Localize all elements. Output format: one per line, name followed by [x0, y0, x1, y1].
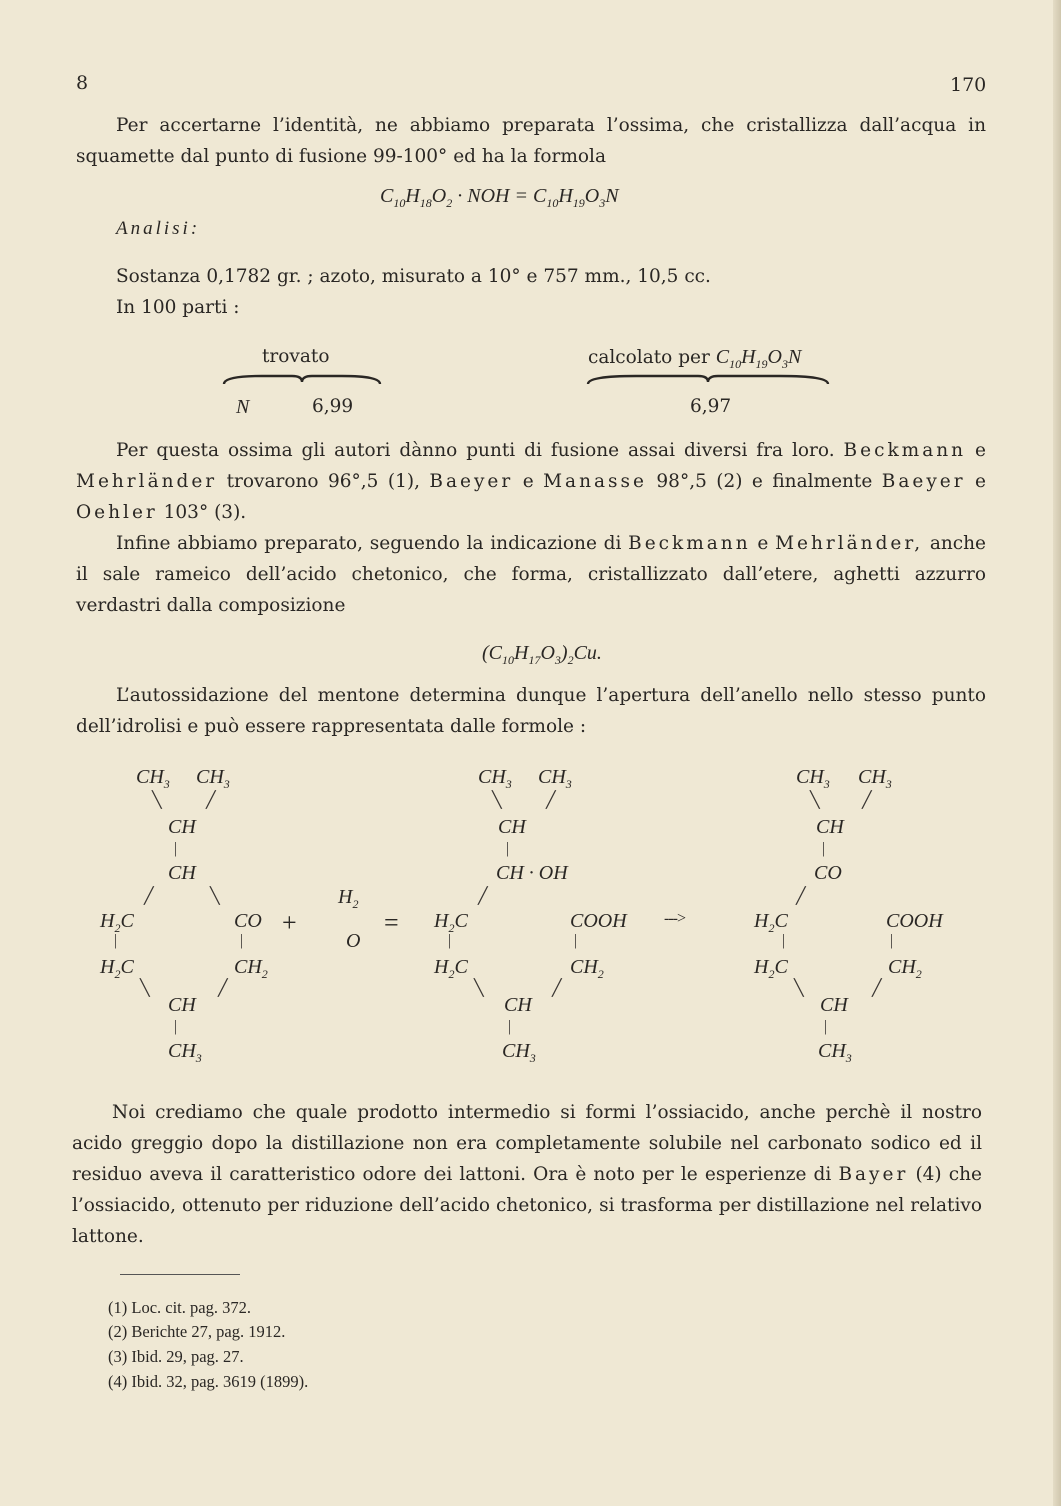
paragraph-copper-salt: Infine abbiamo preparato, seguendo la indicazione di Beckmann e Mehrländer, anche il sale rameico dell’acido chetonico, che forma, cristallizzato dall’etere, aghetti azzurro verdastri dalla composizione	[76, 533, 986, 616]
s2-bond: ╱	[552, 980, 562, 997]
s2-bond: ╱	[478, 888, 488, 905]
s1-ch2: $CH_2$	[234, 956, 268, 981]
paragraph-hydroxy-acid: Noi crediamo che quale prodotto intermedio si formi l’ossiacido, anche perchè il nostro acido greggio dopo la distillazione non era completamente solubile nel carbonato sodico ed il residuo aveva il caratteristico odore dei lattoni. Ora è noto per le esperienze di Bayer (4) che l’ossiacido, ottenuto per riduzione dell’acido chetonico, si trasforma per distillazione nel relativo lattone.	[72, 1102, 982, 1247]
s2-h2c-upper: $H_2C$	[434, 910, 468, 935]
s3-ch3-left: $CH_3$	[796, 766, 830, 791]
s3-bond: ╱	[796, 888, 806, 905]
page-number-left: 8	[76, 72, 89, 94]
header-found: trovato	[262, 346, 330, 367]
s2-bond: |	[448, 932, 452, 949]
paragraph-melting-points: Per questa ossima gli autori dànno punti di fusione assai diversi fra loro. Beckmann e Mehrländer trovarono 96°,5 (1), Baeyer e Manasse 98°,5 (2) e finalmente Baeyer e Oehler 103° (3).	[76, 440, 986, 523]
formula-calc: $C_{10}H_{19}O_3N$	[715, 346, 802, 371]
s3-h2c-lower: $H_2C$	[754, 956, 788, 981]
s1-bond: ╲	[140, 980, 150, 997]
footnote-2: (2) Berichte 27, pag. 1912.	[108, 1322, 286, 1341]
s3-bond: |	[824, 1018, 828, 1035]
s1-ch-methyl: CH	[168, 994, 196, 1016]
footnote-1: (1) Loc. cit. pag. 372.	[108, 1298, 251, 1317]
s2-choh: CH · OH	[496, 862, 568, 884]
s3-bond: ╲	[810, 792, 820, 809]
analysis-label: Analisi:	[116, 218, 201, 239]
s1-co: CO	[234, 910, 262, 932]
s3-bond: ╱	[872, 980, 882, 997]
s2-bond: |	[574, 932, 578, 949]
s2-ch2: $CH_2$	[570, 956, 604, 981]
equals-sign: =	[384, 908, 399, 937]
paragraph-autoxidation: L’autossidazione del mentone determina dunque l’apertura dell’anello nello stesso punto dell’idrolisi e può essere rappresentata dalle formole :	[76, 685, 986, 737]
s2-cooh: COOH	[570, 910, 627, 932]
s2-ch-isopropyl: CH	[498, 816, 526, 838]
formula-oxime: $C_{10}H_{18}O_2$ · NOH = $C_{10}H_{19}O_3N$	[380, 185, 619, 210]
s2-ch3-bottom: $CH_3$	[502, 1040, 536, 1065]
s1-bond: |	[114, 932, 118, 949]
s2-h2c-lower: $H_2C$	[434, 956, 468, 981]
s3-ch3-right: $CH_3$	[858, 766, 892, 791]
s3-bond: ╲	[794, 980, 804, 997]
s1-ch-ring: CH	[168, 862, 196, 884]
s1-ch3-left: $CH_3$	[136, 766, 170, 791]
s1-bond: ╲	[152, 792, 162, 809]
s1-bond: ╱	[206, 792, 216, 809]
page-number-right: 170	[950, 74, 987, 96]
s1-bond: |	[174, 840, 178, 857]
brace-found	[222, 370, 382, 388]
s1-ch3-right: $CH_3$	[196, 766, 230, 791]
n-found-value: 6,99	[312, 396, 354, 417]
s2-bond: ╲	[474, 980, 484, 997]
s1-ch3-bottom: $CH_3$	[168, 1040, 202, 1065]
s2-ch-methyl: CH	[504, 994, 532, 1016]
s3-cooh: COOH	[886, 910, 943, 932]
page-edge	[1053, 0, 1061, 1506]
paragraph-oxime: Per accertarne l’identità, ne abbiamo preparata l’ossima, che cristallizza dall’acqua in squamette dal punto di fusione 99-100° ed ha la formola	[76, 115, 986, 167]
footnote-4: (4) Ibid. 32, pag. 3619 (1899).	[108, 1372, 309, 1391]
s1-bond: ╲	[210, 888, 220, 905]
water-o: O	[346, 930, 361, 952]
s1-bond: ╱	[144, 888, 154, 905]
s1-bond: |	[174, 1018, 178, 1035]
s3-co: CO	[814, 862, 842, 884]
s3-bond: ╱	[862, 792, 872, 809]
s3-ch-isopropyl: CH	[816, 816, 844, 838]
n-calculated-value: 6,97	[690, 396, 732, 417]
s2-ch3-left: $CH_3$	[478, 766, 512, 791]
s1-h2c-upper: $H_2C$	[100, 910, 134, 935]
s2-ch3-right: $CH_3$	[538, 766, 572, 791]
s2-bond: |	[506, 840, 510, 857]
water-h2: $H_2$	[338, 886, 359, 911]
plus-sign: +	[282, 908, 297, 937]
n-label: N	[236, 396, 250, 418]
s3-bond: |	[782, 932, 786, 949]
footnote-rule	[120, 1274, 240, 1275]
s1-ch-isopropyl: CH	[168, 816, 196, 838]
substance-line: Sostanza 0,1782 gr. ; azoto, misurato a 10° e 757 mm., 10,5 cc.	[116, 266, 711, 287]
s2-bond: |	[508, 1018, 512, 1035]
s3-bond: |	[822, 840, 826, 857]
s1-bond: ╱	[218, 980, 228, 997]
formula-copper-salt: $(C_{10}H_{17}O_3)_2Cu$.	[482, 642, 602, 667]
header-calculated: calcolato per $C_{10}H_{19}O_3N$	[588, 346, 802, 371]
brace-calculated	[586, 370, 830, 388]
s3-ch2: $CH_2$	[888, 956, 922, 981]
s1-h2c-lower: $H_2C$	[100, 956, 134, 981]
s3-h2c-upper: $H_2C$	[754, 910, 788, 935]
reaction-arrow: --->	[664, 910, 686, 927]
in-100-parts: In 100 parti :	[116, 297, 240, 318]
s3-ch-methyl: CH	[820, 994, 848, 1016]
s1-bond: |	[240, 932, 244, 949]
footnote-3: (3) Ibid. 29, pag. 27.	[108, 1347, 244, 1366]
s3-ch3-bottom: $CH_3$	[818, 1040, 852, 1065]
s2-bond: ╱	[546, 792, 556, 809]
s3-bond: |	[890, 932, 894, 949]
s2-bond: ╲	[492, 792, 502, 809]
